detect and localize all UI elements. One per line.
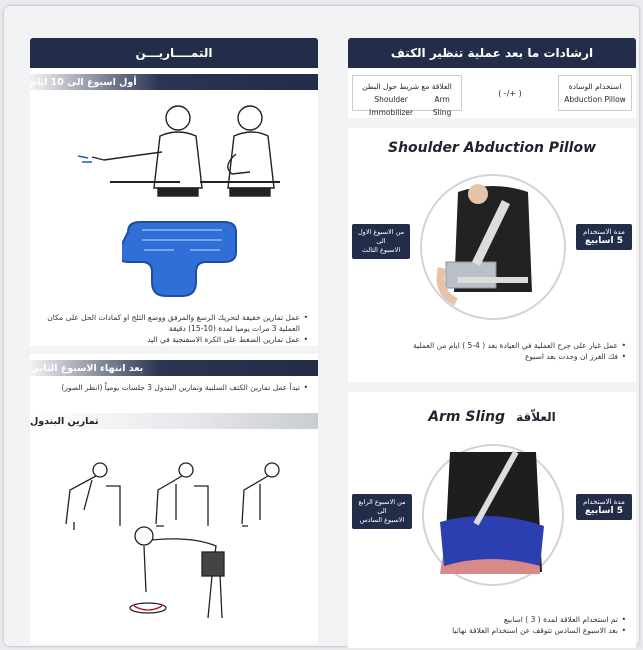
legend-immobilizer-en: Shoulder Immobilizer bbox=[369, 95, 414, 117]
legend-immobilizer bbox=[352, 75, 462, 117]
wrist-elbow-exercise-illustration bbox=[50, 96, 300, 216]
legend-pillow-ar: استخدام الوسادة bbox=[568, 82, 622, 91]
abduction-pillow-photo bbox=[418, 172, 568, 322]
exercises-column bbox=[30, 38, 318, 644]
week1-card bbox=[30, 68, 318, 346]
pillow-card bbox=[348, 128, 636, 382]
pendulum-title: تمارين البندول bbox=[30, 413, 318, 429]
week2-card bbox=[30, 354, 318, 644]
week1-title: أول اسبوع الى 10 ايام bbox=[30, 74, 318, 90]
pillow-instructions bbox=[348, 340, 636, 362]
pill-line: الاسبوع السادس bbox=[359, 516, 405, 524]
pill-line: مدة الاستخدام bbox=[583, 498, 625, 506]
device-legend bbox=[348, 68, 636, 118]
legend-sling-en: Arm Sling bbox=[432, 95, 452, 117]
week1-bullet: • عمل تمارين الضغط على الكرة الاسفنجية في اليد bbox=[40, 334, 308, 345]
legend-immobilizer-ar: شريط حول البطن bbox=[362, 82, 419, 91]
arm-sling-photo bbox=[420, 442, 566, 588]
sponge-ball-pad-image bbox=[122, 218, 242, 298]
legend-with: مع bbox=[421, 82, 430, 91]
pendulum-exercise-illustration bbox=[44, 456, 304, 636]
week2-instructions bbox=[30, 382, 318, 393]
pillow-bullet: • فك الغرز ان وجدت بعد اسبوع bbox=[358, 351, 626, 362]
pillow-bullet: • عمل غيار على جرح العملية في العيادة بعد ( 4-5 ) ايام من العملية bbox=[358, 340, 626, 351]
sling-bullet: • تم استخدام العلاقة لمدة ( 3 ) اسابيع bbox=[358, 614, 626, 625]
sling-card bbox=[348, 392, 636, 648]
sling-instructions bbox=[348, 614, 636, 636]
pill-line: مدة الاستخدام bbox=[583, 228, 625, 236]
sling-period-pill bbox=[352, 494, 412, 529]
legend-sling-ar: العلاقة bbox=[431, 82, 452, 91]
legend-plusminus: ( -/+ ) bbox=[498, 88, 522, 98]
exercises-header: التمــــاريـــن bbox=[30, 38, 318, 68]
pill-line: من الاسبوع الرابع bbox=[358, 498, 406, 506]
pill-line: 5 اسابيع bbox=[585, 236, 623, 246]
pill-line: الاسبوع الثالث bbox=[361, 246, 401, 254]
sling-duration-pill bbox=[576, 494, 632, 520]
pill-line: الى bbox=[376, 237, 386, 245]
pillow-duration-pill bbox=[576, 224, 632, 250]
week2-bullet: • تبدأ عمل تمارين الكتف السلبية وتمارين البندول 3 جلسات يومياً (انظر الصور) bbox=[40, 382, 308, 393]
legend-pillow bbox=[558, 75, 632, 111]
pill-line: من الاسبوع الاول bbox=[357, 228, 405, 236]
week1-bullet: • عمل تمارين خفيفة لتحريك الرسغ والمرفق ووضع الثلج او كمادات الحل على مكان العملية 3 مرات يوميا لمدة (10-15) دقيقة bbox=[40, 312, 308, 334]
week1-instructions bbox=[30, 312, 318, 345]
pillow-period-pill bbox=[352, 224, 410, 259]
postop-header: ارشادات ما بعد عملية تنظير الكتف bbox=[348, 38, 636, 68]
pillow-title: Shoulder Abduction Pillow bbox=[387, 140, 597, 156]
pill-line: 5 اسابيع bbox=[585, 506, 623, 516]
sling-title-en: Arm Sling bbox=[428, 409, 506, 425]
postop-instructions-column bbox=[348, 38, 636, 648]
sling-title bbox=[348, 392, 636, 425]
pill-line: الى bbox=[377, 507, 387, 515]
week2-title: بعد انتهاء الاسبوع الثاني bbox=[30, 360, 318, 376]
legend-pillow-en: Abduction Pillow bbox=[564, 95, 626, 104]
brochure-sheet bbox=[4, 6, 639, 646]
sling-title-ar: العلاّقة bbox=[516, 410, 556, 424]
sling-bullet: • بعد الاسبوع السادس تتوقف عن استخدام العلاقة نهائيا bbox=[358, 625, 626, 636]
